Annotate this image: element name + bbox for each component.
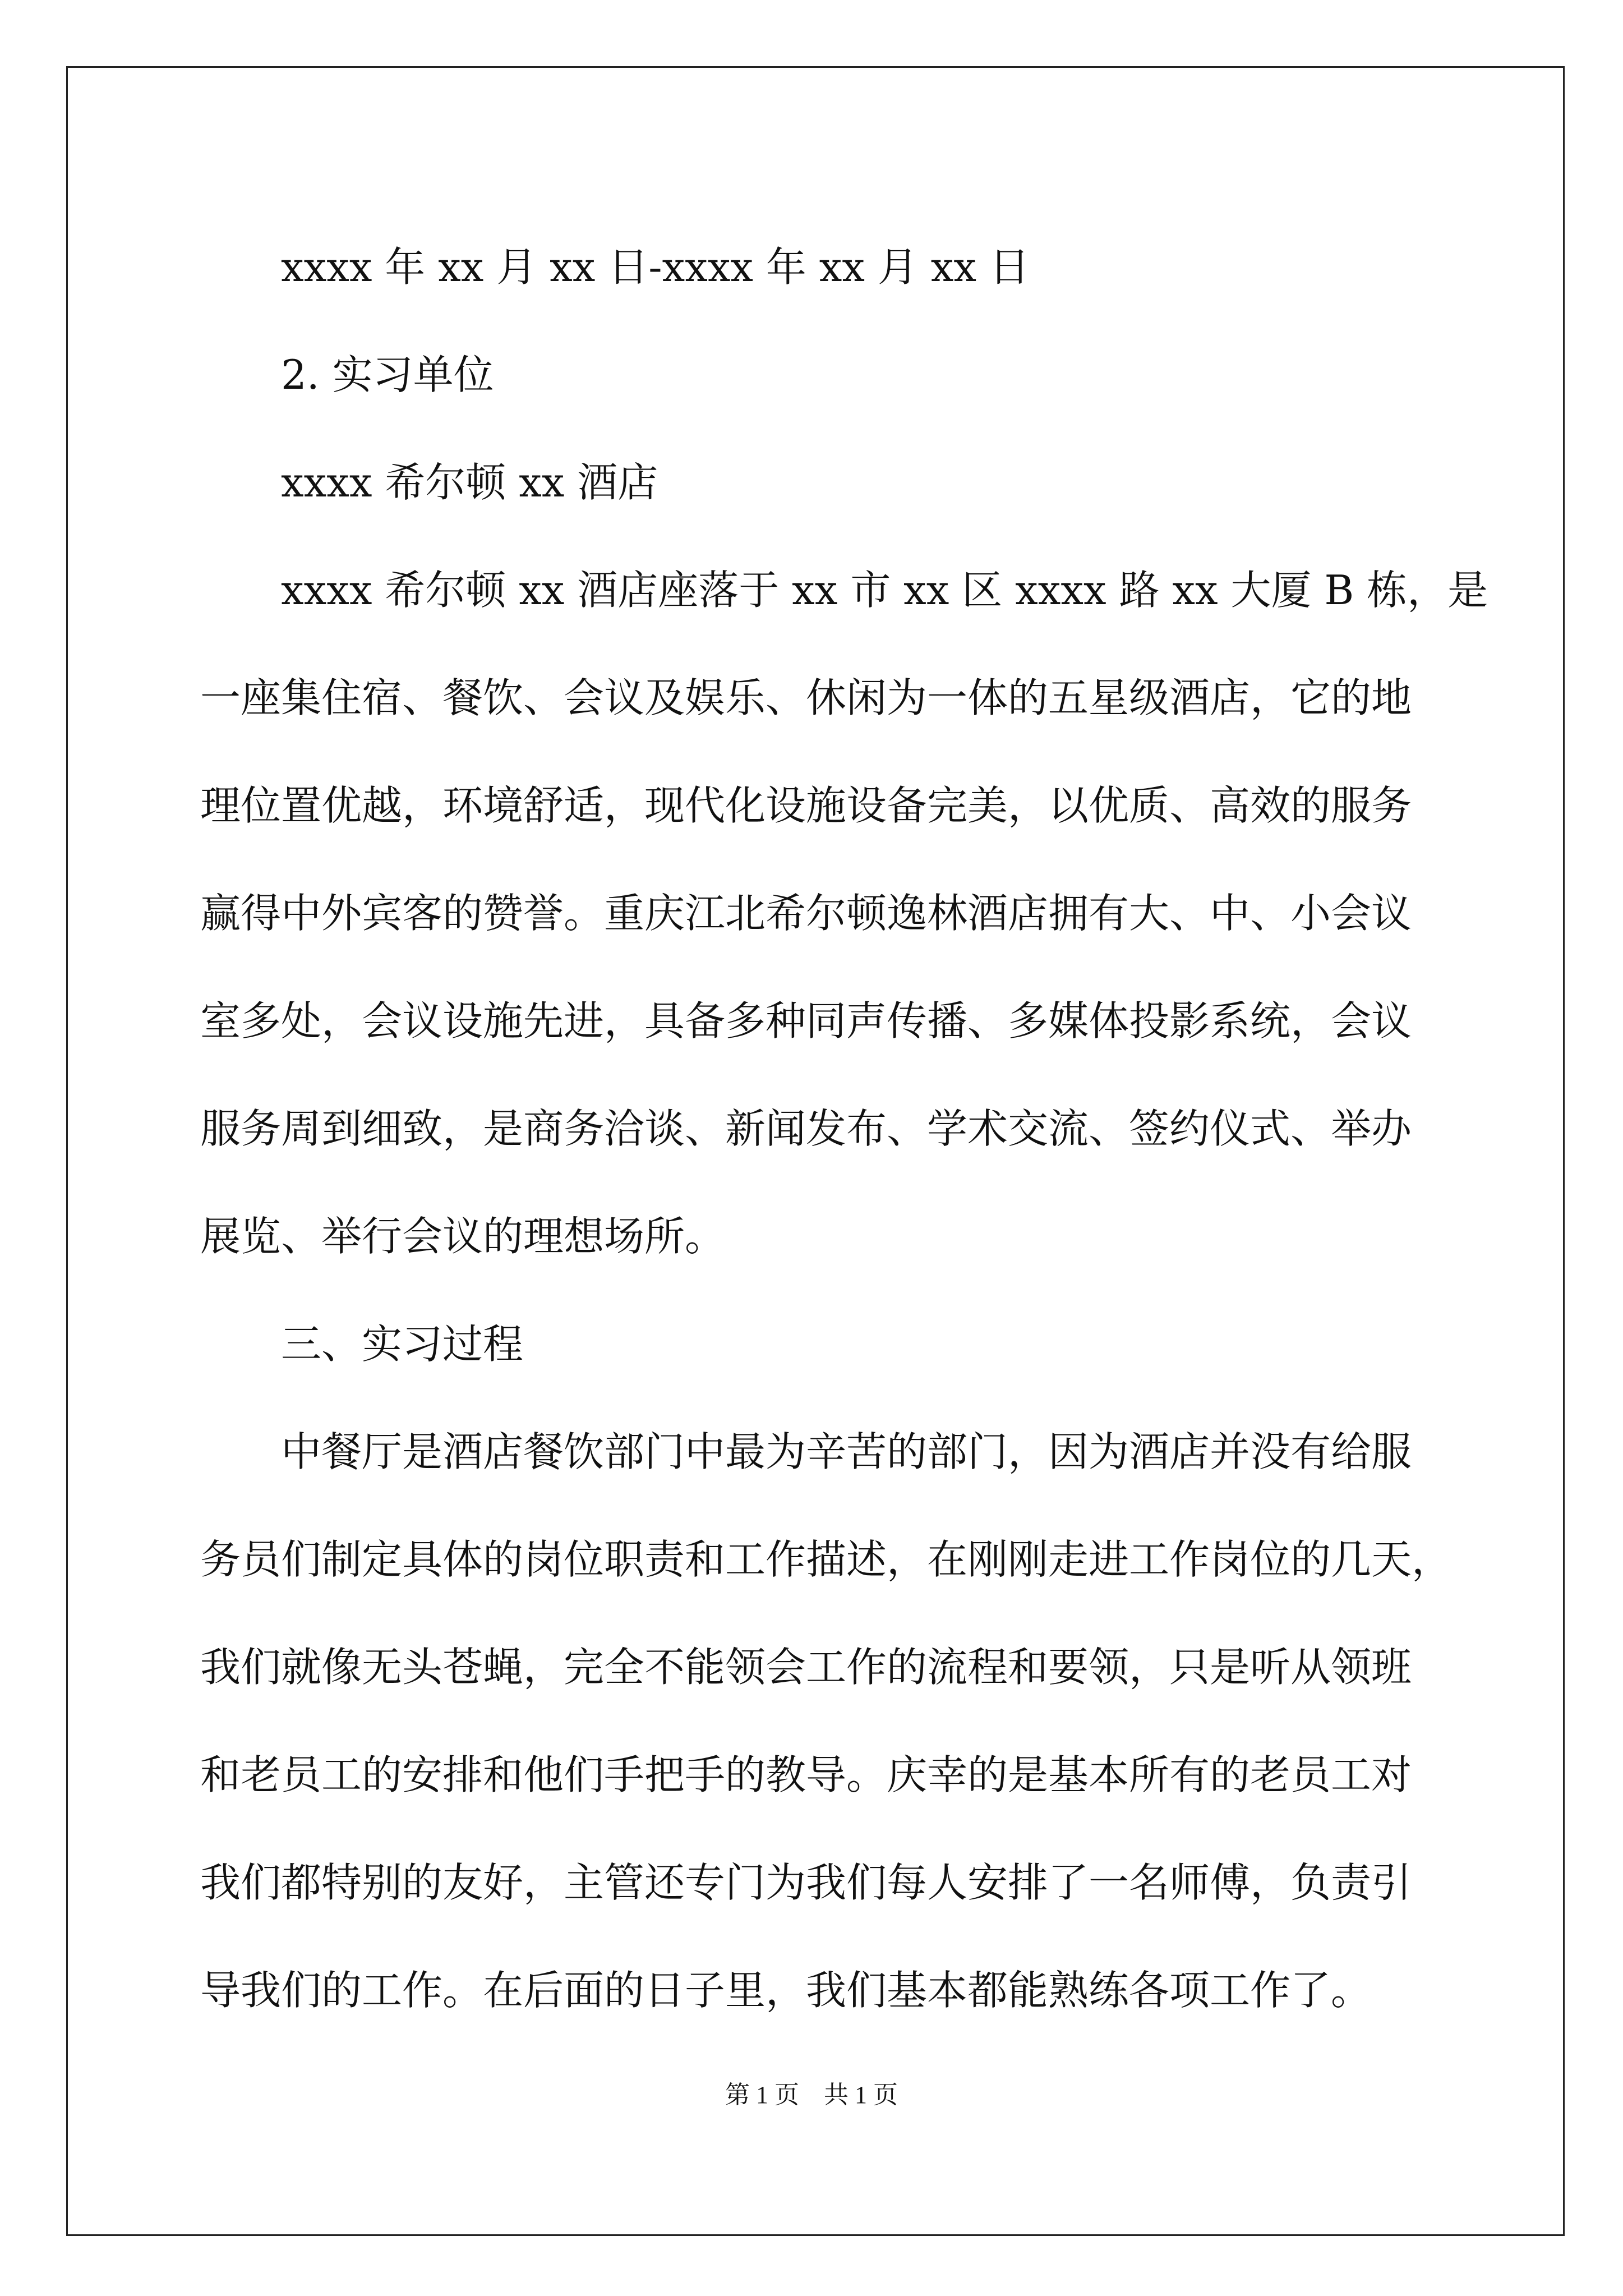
section-heading-internship-process: 三、实习过程 xyxy=(281,1320,524,1368)
paragraph-line: 室多处，会议设施先进，具备多种同声传播、多媒体投影系统，会议 xyxy=(200,997,1412,1045)
paragraph-line: xxxx 希尔顿 xx 酒店座落于 xx 市 xx 区 xxxx 路 xx 大厦 B 栋，是 xyxy=(281,567,1488,614)
paragraph-line: 展览、举行会议的理想场所。 xyxy=(200,1213,726,1260)
paragraph-line: 理位置优越，环境舒适，现代化设施设备完美，以优质、高效的服务 xyxy=(200,782,1412,829)
paragraph-line: 和老员工的安排和他们手把手的教导。庆幸的是基本所有的老员工对 xyxy=(200,1751,1412,1798)
paragraph-line: 一座集住宿、餐饮、会议及娱乐、休闲为一体的五星级酒店，它的地 xyxy=(200,674,1412,721)
document-body xyxy=(200,213,1488,2044)
paragraph-line: 赢得中外宾客的赞誉。重庆江北希尔顿逸林酒店拥有大、中、小会议 xyxy=(200,890,1412,937)
paragraph-line: 我们都特别的友好，主管还专门为我们每人安排了一名师傅，负责引 xyxy=(200,1859,1412,1906)
date-range-line: xxxx 年 xx 月 xx 日-xxxx 年 xx 月 xx 日 xyxy=(281,243,1030,291)
paragraph-line: 务员们制定具体的岗位职责和工作描述，在刚刚走进工作岗位的几天， xyxy=(200,1536,1453,1583)
hotel-name-line: xxxx 希尔顿 xx 酒店 xyxy=(281,459,658,506)
section-heading-internship-unit: 2. 实习单位 xyxy=(281,351,494,398)
paragraph-line: 中餐厅是酒店餐饮部门中最为辛苦的部门，因为酒店并没有给服 xyxy=(281,1428,1412,1475)
paragraph-line: 我们就像无头苍蝇，完全不能领会工作的流程和要领，只是听从领班 xyxy=(200,1644,1412,1691)
page-number-footer: 第 1 页 共 1 页 xyxy=(725,2081,898,2109)
paragraph-line: 导我们的工作。在后面的日子里，我们基本都能熟练各项工作了。 xyxy=(200,1967,1372,2014)
paragraph-line: 服务周到细致，是商务洽谈、新闻发布、学术交流、签约仪式、举办 xyxy=(200,1105,1412,1152)
